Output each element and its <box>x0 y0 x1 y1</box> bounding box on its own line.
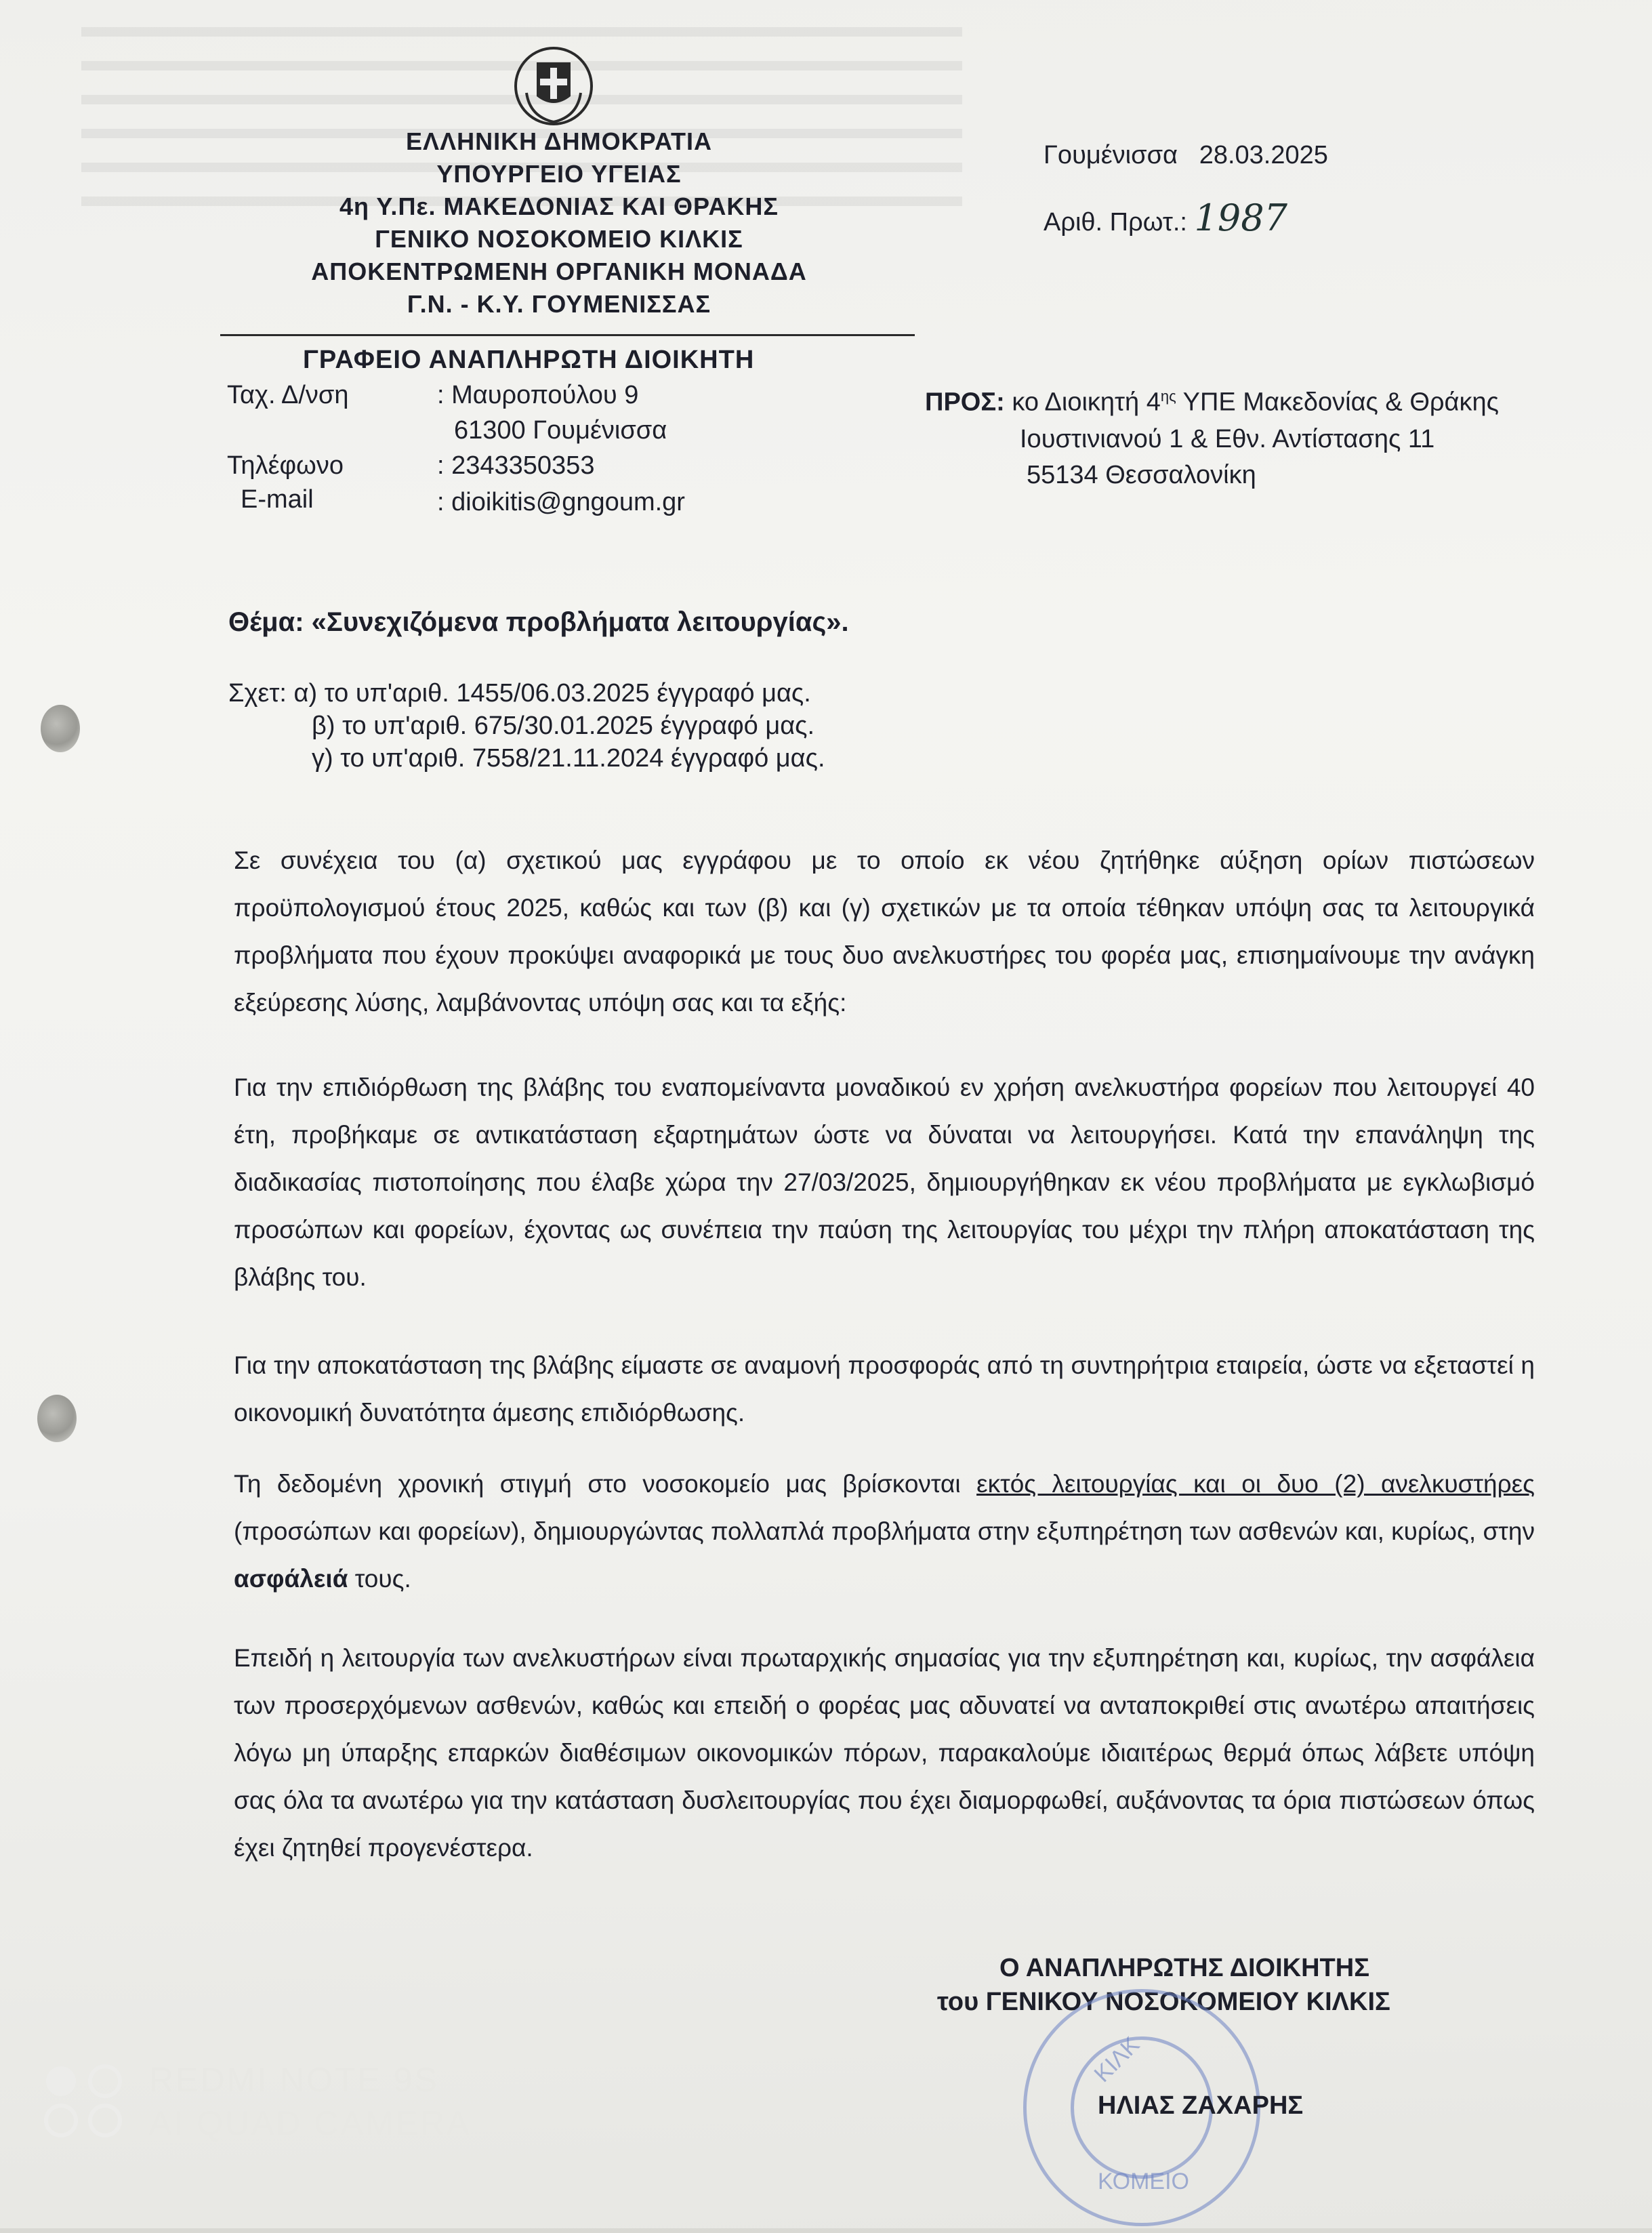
recipient-name-prefix: κο Διοικητή 4 <box>1012 388 1161 417</box>
recipient-label: ΠΡΟΣ: <box>925 388 1005 417</box>
reference-c: γ) το υπ'αριθ. 7558/21.11.2024 έγγραφό μας. <box>312 744 825 773</box>
protocol-number: 1987 <box>1194 197 1287 239</box>
body-paragraph-1: Σε συνέχεια του (α) σχετικού μας εγγράφου με το οποίο εκ νέου ζητήθηκε αύξηση ορίων πιστώσεων προϋπολογισμού έτους 2025, καθώς και των (β) και (γ) σχετικών με τα οποία τέθηκαν υπόψη σας τα λειτουργικά προβλήματα που έχουν προκύψει αναφορικά με τους δυο ανελκυστήρες του φορέα μας, επισημαίνουμε την ανάγκη εξεύρεσης λύσης, λαμβάνοντας υπόψη σας και τα εξής: <box>234 846 1535 1017</box>
recipient-line-1 <box>925 388 1499 417</box>
phone-label: Τηλέφωνο <box>227 451 344 480</box>
date-place: Γουμένισσα <box>1044 141 1178 169</box>
header-line-1: ΕΛΛΗΝΙΚΗ ΔΗΜΟΚΡΑΤΙΑ <box>406 127 712 155</box>
watermark-line-1: REDMI NOTE 9S <box>149 2061 439 2099</box>
date-value: 28.03.2025 <box>1199 141 1328 169</box>
p4-part-3: τους. <box>348 1565 411 1593</box>
address-label: Ταχ. Δ/νση <box>227 381 349 409</box>
punch-hole-top <box>41 705 80 752</box>
address-line-1: : Μαυροπούλου 9 <box>437 381 639 409</box>
watermark-line-2: AI QUAD CAMERA <box>149 2104 472 2142</box>
reference-b: β) το υπ'αριθ. 675/30.01.2025 έγγραφό μας. <box>312 712 815 740</box>
reference-a: Σχετ: α) το υπ'αριθ. 1455/06.03.2025 έγγραφό μας. <box>228 679 811 708</box>
p4-part-2: (προσώπων και φορείων), δημιουργώντας πολλαπλά προβλήματα στην εξυπηρέτηση των ασθενών και, κυρίως, στην <box>234 1517 1535 1545</box>
header-line-6: Γ.Ν. - Κ.Υ. ΓΟΥΜΕΝΙΣΣΑΣ <box>407 290 711 318</box>
header-line-4: ΓΕΝΙΚΟ ΝΟΣΟΚΟΜΕΙΟ ΚΙΛΚΙΣ <box>375 225 743 253</box>
header-line-3: 4η Υ.Πε. ΜΑΚΕΔΟΝΙΑΣ ΚΑΙ ΘΡΑΚΗΣ <box>339 192 779 220</box>
subject-line: Θέμα: «Συνεχιζόμενα προβλήματα λειτουργίας». <box>228 607 849 637</box>
stamp-fragment-2: ΚΟΜΕΙΟ <box>1098 2169 1189 2194</box>
signature-title-1: Ο ΑΝΑΠΛΗΡΩΤΗΣ ΔΙΟΙΚΗΤΗΣ <box>999 1954 1370 1982</box>
protocol-line <box>1044 197 1287 239</box>
p4-underlined: εκτός λειτουργίας και οι δυο (2) ανελκυστήρες <box>976 1470 1535 1498</box>
body-paragraph-5: Επειδή η λειτουργία των ανελκυστήρων είναι πρωταρχικής σημασίας για την εξυπηρέτηση και, κυρίως, την ασφάλεια των προσερχόμενων ασθενών, καθώς και επειδή ο φορέας μας αδυνατεί να ανταποκριθεί στις ανωτέρω απαιτήσεις λόγω μη ύπαρξης επαρκών διαθέσιμων οικονομικών πόρων, παρακαλούμε ιδιαιτέρως θερμά όπως λάβετε υπόψη σας όλα τα ανωτέρω για την κατάσταση δυσλειτουργίας που έχει διαμορφωθεί, αυξάνοντας τα όρια πιστώσεων όπως έχει ζητηθεί προγενέστερα. <box>234 1644 1535 1862</box>
p4-bold: ασφάλειά <box>234 1565 348 1593</box>
recipient-superscript: ης <box>1160 388 1176 405</box>
header-line-2: ΥΠΟΥΡΓΕΙΟ ΥΓΕΙΑΣ <box>436 160 682 188</box>
body-paragraph-4 <box>234 1460 1535 1603</box>
date-line <box>1044 141 1328 170</box>
watermark-row <box>41 2060 471 2143</box>
phone-value: : 2343350353 <box>437 451 595 480</box>
body-paragraph-2: Για την επιδιόρθωση της βλάβης του εναπομείναντα μοναδικού εν χρήση ανελκυστήρα φορείων που λειτουργεί 40 έτη, προβήκαμε σε αντικατάσταση εξαρτημάτων ώστε να δύναται να λειτουργήσει. Κατά την επανάληψη της διαδικασίας πιστοποίησης που έλαβε χώρα την 27/03/2025, δημιουργήθηκαν εκ νέου προβλήματα με εγκλωβισμό προσώπων και φορείων, έχοντας ως συνέπεια την παύση της λειτουργίας του μέχρι την πλήρη αποκατάσταση της βλάβης του. <box>234 1073 1535 1291</box>
email-value: : dioikitis@gngoum.gr <box>437 488 685 516</box>
camera-logo-icon <box>41 2061 129 2142</box>
signatory-name: ΗΛΙΑΣ ΖΑΧΑΡΗΣ <box>1098 2091 1304 2120</box>
recipient-line-3: 55134 Θεσσαλονίκη <box>1027 461 1256 489</box>
camera-watermark <box>41 2060 471 2143</box>
header-divider <box>220 334 915 336</box>
punch-hole-bottom <box>37 1395 77 1442</box>
recipient-line-2: Ιουστινιανού 1 & Εθν. Αντίστασης 11 <box>1020 425 1435 453</box>
email-label: E-mail <box>241 485 314 514</box>
body-paragraph-3: Για την αποκατάσταση της βλάβης είμαστε σε αναμονή προσφοράς από τη συντηρήτρια εταιρεία, ώστε να εξεταστεί η οικονομική δυνατότητα άμεσης επιδιόρθωσης. <box>234 1351 1535 1427</box>
stamp-fragment-1: ΚΙΛΚ <box>1089 2032 1145 2087</box>
protocol-label: Αριθ. Πρωτ.: <box>1044 208 1187 237</box>
signature-title-2: του ΓΕΝΙΚΟΥ ΝΟΣΟΚΟΜΕΙΟΥ ΚΙΛΚΙΣ <box>937 1988 1390 2016</box>
recipient-name-suffix: ΥΠΕ Μακεδονίας & Θράκης <box>1182 388 1499 417</box>
p4-part-1: Τη δεδομένη χρονική στιγμή στο νοσοκομείο μας βρίσκονται <box>234 1470 977 1498</box>
coat-of-arms-icon <box>510 42 598 134</box>
office-title: ΓΡΑΦΕΙΟ ΑΝΑΠΛΗΡΩΤΗ ΔΙΟΙΚΗΤΗ <box>303 346 755 374</box>
address-line-2: 61300 Γουμένισσα <box>454 416 667 445</box>
header-line-5: ΑΠΟΚΕΝΤΡΩΜΕΝΗ ΟΡΓΑΝΙΚΗ ΜΟΝΑΔΑ <box>311 258 807 285</box>
watermark-text <box>149 2060 471 2143</box>
